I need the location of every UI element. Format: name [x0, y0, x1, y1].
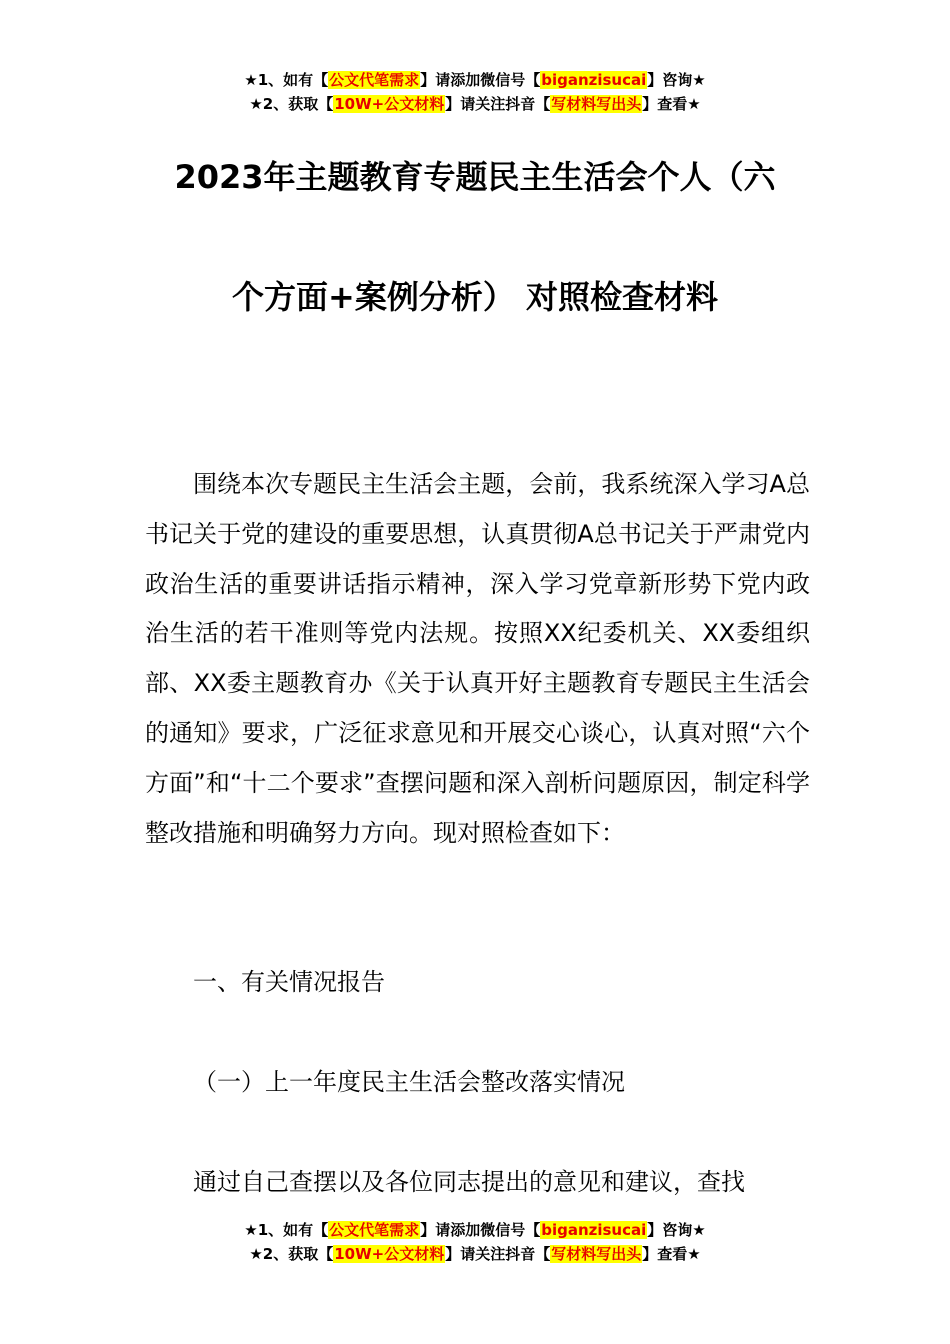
- footer-line-2-highlight-materials: 10W+公文材料: [334, 1245, 445, 1263]
- banner-line-1-suffix: 】咨询★: [647, 71, 706, 89]
- footer-line-1-highlight-service: 公文代笔需求: [329, 1221, 420, 1239]
- footer-line-1-middle: 】请添加微信号【: [420, 1221, 541, 1239]
- body-text-line: 通过自己查摆以及各位同志提出的意见和建议，查找: [193, 1168, 745, 1196]
- banner-line-2: [0, 92, 950, 116]
- banner-line-1-prefix: ★1、如有【: [244, 71, 329, 89]
- footer-line-2-middle: 】请关注抖音【: [445, 1245, 551, 1263]
- footer-line-2-suffix: 】查看★: [642, 1245, 701, 1263]
- footer-line-1-suffix: 】咨询★: [647, 1221, 706, 1239]
- banner-line-1-highlight-wechat: biganzisucai: [541, 71, 647, 89]
- footer-line-2-prefix: ★2、获取【: [249, 1245, 334, 1263]
- footer-line-1-prefix: ★1、如有【: [244, 1221, 329, 1239]
- banner-line-2-highlight-douyin: 写材料写出头: [551, 95, 642, 113]
- banner-line-2-highlight-materials: 10W+公文材料: [334, 95, 445, 113]
- banner-line-2-middle: 】请关注抖音【: [445, 95, 551, 113]
- footer-line-2-highlight-douyin: 写材料写出头: [551, 1245, 642, 1263]
- intro-paragraph: 围绕本次专题民主生活会主题，会前，我系统深入学习A总书记关于党的建设的重要思想，认真贯彻A总书记关于严肃党内政治生活的重要讲话指示精神，深入学习党章新形势下党内政治生活的若干准则等党内法规。按照XX纪委机关、XX委组织部、XX委主题教育办《关于认真开好主题教育专题民主生活会的通知》要求，广泛征求意见和开展交心谈心，认真对照“六个方面”和“十二个要求”查摆问题和深入剖析问题原因，制定科学整改措施和明确努力方向。现对照检查如下：: [145, 470, 810, 847]
- footer-banner-line-2: [0, 1242, 950, 1266]
- document-title-line-2: 个方面+案例分析） 对照检查材料: [232, 278, 718, 316]
- document-title-line-1: 2023年主题教育专题民主生活会个人（六: [174, 158, 776, 196]
- banner-line-1: [0, 68, 950, 92]
- footer-banner: [0, 1218, 950, 1266]
- banner-line-2-suffix: 】查看★: [642, 95, 701, 113]
- banner-line-1-highlight-service: 公文代笔需求: [329, 71, 420, 89]
- subsection-heading: （一）上一年度民主生活会整改落实情况: [193, 1068, 625, 1096]
- banner-line-2-prefix: ★2、获取【: [249, 95, 334, 113]
- header-banner: [0, 68, 950, 116]
- footer-line-1-highlight-wechat: biganzisucai: [541, 1221, 647, 1239]
- section-heading: 一、有关情况报告: [193, 968, 385, 996]
- banner-line-1-middle: 】请添加微信号【: [420, 71, 541, 89]
- footer-banner-line-1: [0, 1218, 950, 1242]
